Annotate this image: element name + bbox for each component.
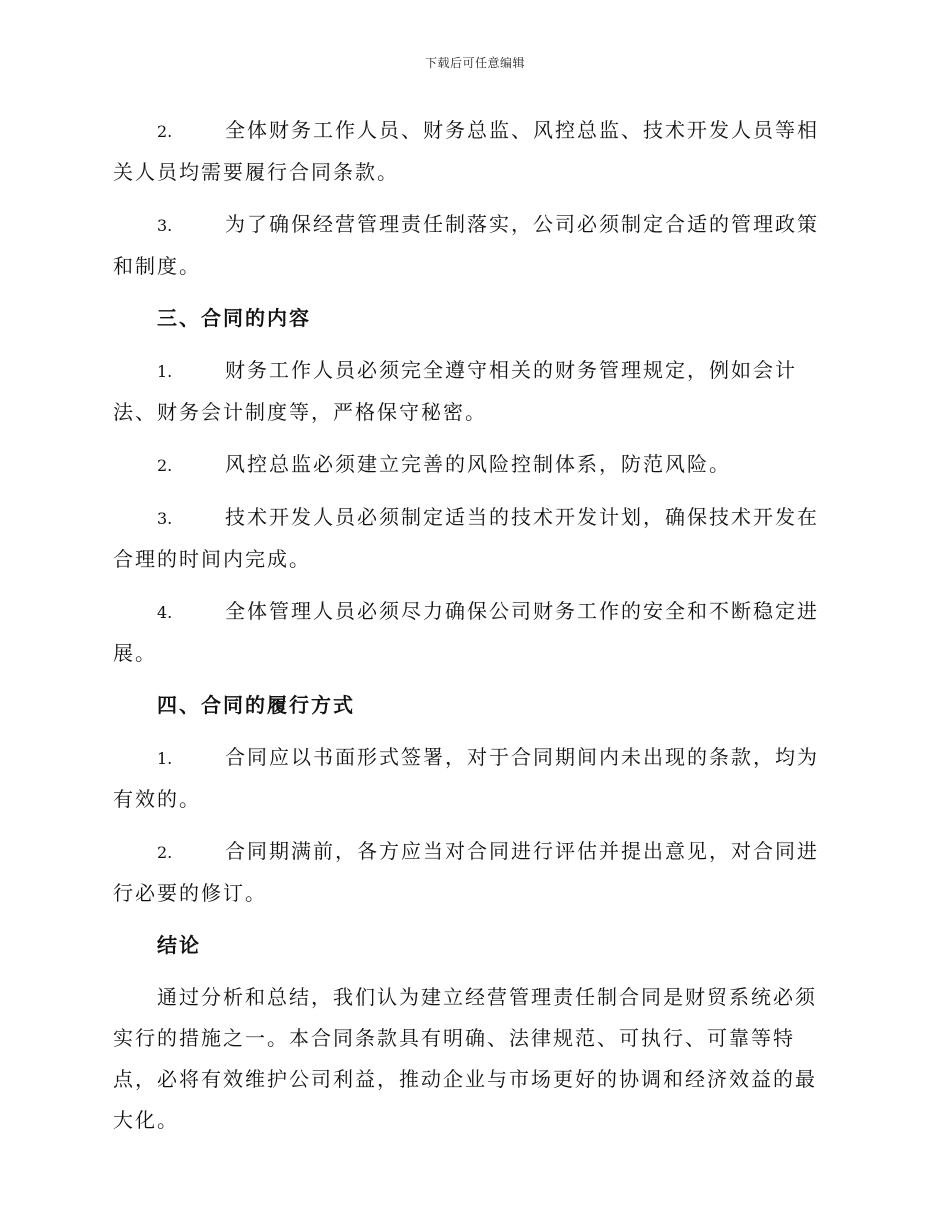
item-text: 风控总监必须建立完善的风险控制体系，防范风险。	[225, 452, 731, 476]
conclusion-heading: 结论	[157, 933, 201, 957]
list-item	[113, 497, 835, 580]
list-item	[113, 737, 835, 820]
item-text: 为了确保经营管理责任制落实，公司必须制定合适的管理政策和制度。	[113, 212, 819, 278]
item-number: 2.	[157, 843, 173, 862]
item-number: 4.	[157, 603, 173, 622]
list-item	[113, 350, 835, 433]
document-body	[113, 110, 835, 1141]
item-number: 2.	[157, 122, 173, 141]
item-text: 合同应以书面形式签署，对于合同期间内未出现的条款，均为有效的。	[113, 745, 819, 811]
item-number: 1.	[157, 749, 173, 768]
item-number: 3.	[157, 216, 173, 235]
list-item	[113, 591, 835, 674]
list-item	[113, 444, 835, 486]
item-text: 技术开发人员必须制定适当的技术开发计划，确保技术开发在合理的时间内完成。	[113, 505, 819, 571]
item-number: 3.	[157, 509, 173, 528]
item-text: 全体财务工作人员、财务总监、风控总监、技术开发人员等相关人员均需要履行合同条款。	[113, 118, 819, 184]
item-text: 合同期满前，各方应当对合同进行评估并提出意见，对合同进行必要的修订。	[113, 839, 819, 905]
list-item	[113, 110, 835, 193]
item-text: 全体管理人员必须尽力确保公司财务工作的安全和不断稳定进展。	[113, 599, 819, 665]
conclusion-paragraph: 通过分析和总结，我们认为建立经营管理责任制合同是财贸系统必须实行的措施之一。本合同条款具有明确、法律规范、可执行、可靠等特点，必将有效维护公司利益，推动企业与市场更好的协调和经济效益的最大化。	[113, 985, 817, 1132]
list-item	[113, 204, 835, 287]
page-header: 下载后可任意编辑	[424, 56, 525, 70]
list-item	[113, 831, 835, 914]
section-heading: 三、合同的内容	[157, 306, 311, 330]
section-heading: 四、合同的履行方式	[157, 693, 355, 717]
item-text: 财务工作人员必须完全遵守相关的财务管理规定，例如会计法、财务会计制度等，严格保守秘密。	[113, 358, 797, 424]
item-number: 2.	[157, 456, 173, 475]
item-number: 1.	[157, 362, 173, 381]
